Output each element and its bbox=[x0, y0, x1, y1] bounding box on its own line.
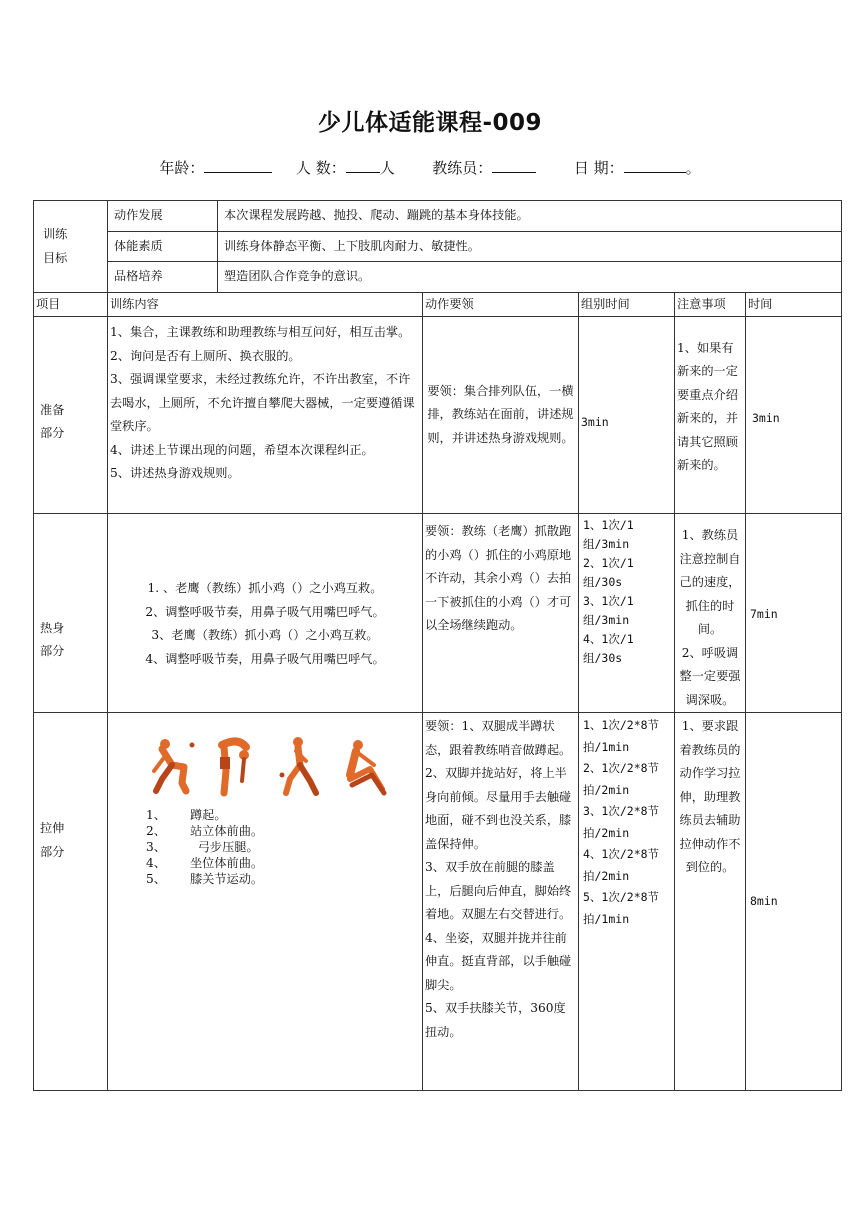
stretch-name-cell bbox=[34, 713, 108, 1091]
stretch-time: 8min bbox=[746, 713, 842, 1091]
prep-row bbox=[34, 317, 842, 514]
lunge-figure bbox=[276, 735, 320, 797]
goal-label-cell bbox=[34, 201, 108, 293]
prep-item: 4、讲述上节课出现的问题，希望本次课程纠正。 bbox=[110, 442, 374, 457]
stretch-essential: 要领：1、双腿成半蹲状态，跟着教练哨音做蹲起。 bbox=[425, 719, 572, 757]
prep-item: 3、强调课堂要求，未经过教练允许，不许出教室，不许去喝水，上厕所，不允许擅自攀爬大器械，一定要遵循课堂秩序。 bbox=[110, 372, 415, 433]
prep-group-time: 3min bbox=[579, 317, 675, 514]
goal-name: 动作发展 bbox=[108, 201, 218, 232]
prep-item: 1、集合，主课教练和助理教练与相互问好，相互击掌。 bbox=[110, 325, 411, 339]
warmup-group-time bbox=[579, 514, 675, 713]
warmup-item: 4、调整呼吸节奏，用鼻子吸气用嘴巴呼气。 bbox=[145, 651, 385, 666]
stretch-item bbox=[146, 871, 420, 887]
stretch-item-text: 坐位体前曲。 bbox=[190, 856, 264, 870]
stretch-item-text: 站立体前曲。 bbox=[190, 824, 264, 838]
prep-item: 5、讲述热身游戏规则。 bbox=[110, 466, 240, 480]
goal-row-fitness bbox=[34, 231, 842, 262]
stretch-group-item: 2、1次/2*8节拍/2min bbox=[583, 761, 660, 797]
stretch-group-item: 3、1次/2*8节拍/2min bbox=[583, 804, 660, 840]
header-notes: 注意事项 bbox=[675, 292, 746, 317]
stretch-essential: 3、双手放在前腿的膝盖上，后腿向后伸直，脚始终着地。双腿左右交替进行。 bbox=[425, 860, 572, 921]
prep-time: 3min bbox=[746, 317, 842, 514]
goal-label-1: 训练 bbox=[43, 227, 68, 242]
stretch-essential: 5、双手扶膝关节，360度扭动。 bbox=[425, 1001, 566, 1039]
warmup-content bbox=[108, 514, 423, 713]
age-label: 年龄： bbox=[159, 159, 205, 177]
warmup-time: 7min bbox=[746, 514, 842, 713]
warmup-note: 1、教练员注意控制自己的速度，抓住的时间。 bbox=[679, 528, 741, 636]
warmup-group-item: 3、1次/1组/3min bbox=[583, 594, 634, 627]
header-time: 时间 bbox=[746, 292, 842, 317]
page-title: 少儿体适能课程-009 bbox=[317, 110, 543, 136]
warmup-row bbox=[34, 514, 842, 713]
prep-essentials: 要领：集合排列队伍，一横排，教练站在面前，讲述规则，并讲述热身游戏规则。 bbox=[423, 317, 579, 514]
stretch-essentials bbox=[423, 713, 579, 1091]
goal-row-motor bbox=[34, 201, 842, 232]
coach-blank[interactable] bbox=[492, 158, 536, 173]
prep-name-1: 准备 bbox=[40, 402, 65, 417]
date-label: 日 期： bbox=[573, 159, 624, 177]
prep-item: 2、询问是否有上厕所、换衣服的。 bbox=[110, 348, 301, 363]
stretch-item-num: 5、 bbox=[146, 872, 166, 886]
stretch-item-num: 1、 bbox=[146, 808, 166, 822]
stretch-row bbox=[34, 713, 842, 1091]
goal-row-character bbox=[34, 262, 842, 293]
stretch-item-num: 4、 bbox=[146, 856, 166, 870]
coach-label: 教练员： bbox=[432, 159, 493, 177]
info-end: 。 bbox=[685, 159, 701, 177]
header-group-time: 组别时间 bbox=[579, 292, 675, 317]
stretch-item-text: 膝关节运动。 bbox=[190, 872, 264, 886]
warmup-name-cell bbox=[34, 514, 108, 713]
goal-text: 塑造团队合作竞争的意识。 bbox=[218, 262, 842, 293]
stretch-essential: 2、双脚并拢站好，将上半身向前倾。尽量用手去触碰地面，碰不到也没关系，膝盖保持伸。 bbox=[425, 766, 572, 851]
goal-label-2: 目标 bbox=[43, 251, 68, 266]
seated-bend-figure bbox=[334, 735, 390, 797]
prep-name-2: 部分 bbox=[40, 426, 65, 440]
stretch-figures bbox=[110, 713, 420, 807]
warmup-name-1: 热身 bbox=[40, 620, 65, 635]
stretch-item-num: 2、 bbox=[146, 824, 166, 838]
warmup-note: 2、呼吸调整一定要强调深吸。 bbox=[679, 645, 741, 707]
warmup-group-item: 2、1次/1组/30s bbox=[583, 556, 634, 589]
warmup-item: 2、调整呼吸节奏，用鼻子吸气用嘴巴呼气。 bbox=[145, 604, 385, 619]
warmup-name-2: 部分 bbox=[40, 644, 65, 658]
count-blank[interactable] bbox=[346, 158, 380, 173]
header-project: 项目 bbox=[34, 292, 108, 317]
stretch-group-item: 4、1次/2*8节拍/2min bbox=[583, 847, 660, 883]
header-row bbox=[34, 292, 842, 317]
stretch-item bbox=[146, 855, 420, 871]
goal-name: 品格培养 bbox=[108, 262, 218, 293]
goal-text: 训练身体静态平衡、上下肢肌肉耐力、敏捷性。 bbox=[218, 231, 842, 262]
warmup-essentials: 要领：教练（老鹰）抓散跑的小鸡（）抓住的小鸡原地不许动，其余小鸡（）去拍一下被抓住的小鸡（）才可以全场继续跑动。 bbox=[423, 514, 579, 713]
stretch-essential: 4、坐姿，双腿并拢并往前伸直。挺直背部，以手触碰脚尖。 bbox=[425, 930, 572, 992]
goal-name: 体能素质 bbox=[108, 231, 218, 262]
date-blank[interactable] bbox=[624, 158, 686, 173]
stretch-item-num: 3、 bbox=[146, 840, 166, 854]
lesson-table bbox=[33, 200, 842, 1091]
count-unit: 人 bbox=[379, 159, 395, 177]
header-essentials: 动作要领 bbox=[423, 292, 579, 317]
stretch-item bbox=[146, 807, 420, 823]
prep-name-cell bbox=[34, 317, 108, 514]
header-content: 训练内容 bbox=[108, 292, 423, 317]
stretch-group-item: 1、1次/2*8节拍/1min bbox=[583, 718, 660, 754]
stretch-notes: 1、要求跟着教练员的动作学习拉伸，助理教练员去辅助拉伸动作不到位的。 bbox=[675, 713, 746, 1091]
stretch-item bbox=[146, 823, 420, 839]
squat-figure bbox=[148, 735, 200, 797]
stretch-item bbox=[146, 839, 420, 855]
stretch-list bbox=[110, 807, 420, 887]
warmup-notes bbox=[675, 514, 746, 713]
prep-content bbox=[108, 317, 423, 514]
stretch-item-text: 蹲起。 bbox=[190, 808, 227, 822]
stretch-group-item: 5、1次/2*8节拍/1min bbox=[583, 890, 660, 926]
goal-text: 本次课程发展跨越、抛投、爬动、蹦跳的基本身体技能。 bbox=[218, 201, 842, 232]
prep-notes: 1、如果有新来的一定要重点介绍新来的，并请其它照顾新来的。 bbox=[675, 317, 746, 514]
warmup-item: 3、老鹰（教练）抓小鸡（）之小鸡互救。 bbox=[151, 628, 379, 642]
stretch-group-time bbox=[579, 713, 675, 1091]
stretch-name-1: 拉伸 bbox=[40, 821, 65, 835]
age-blank[interactable] bbox=[204, 158, 272, 173]
warmup-group-item: 1、1次/1组/3min bbox=[583, 518, 634, 551]
stretch-item-text: 弓步压腿。 bbox=[190, 840, 259, 854]
count-label: 人 数： bbox=[295, 159, 346, 177]
forward-bend-figure bbox=[214, 735, 262, 797]
stretch-name-2: 部分 bbox=[40, 844, 65, 859]
warmup-group-item: 4、1次/1组/30s bbox=[583, 632, 634, 665]
info-line bbox=[0, 157, 860, 178]
warmup-item: 1. 、老鹰（教练）抓小鸡（）之小鸡互救。 bbox=[147, 581, 383, 595]
stretch-content bbox=[108, 713, 423, 1091]
